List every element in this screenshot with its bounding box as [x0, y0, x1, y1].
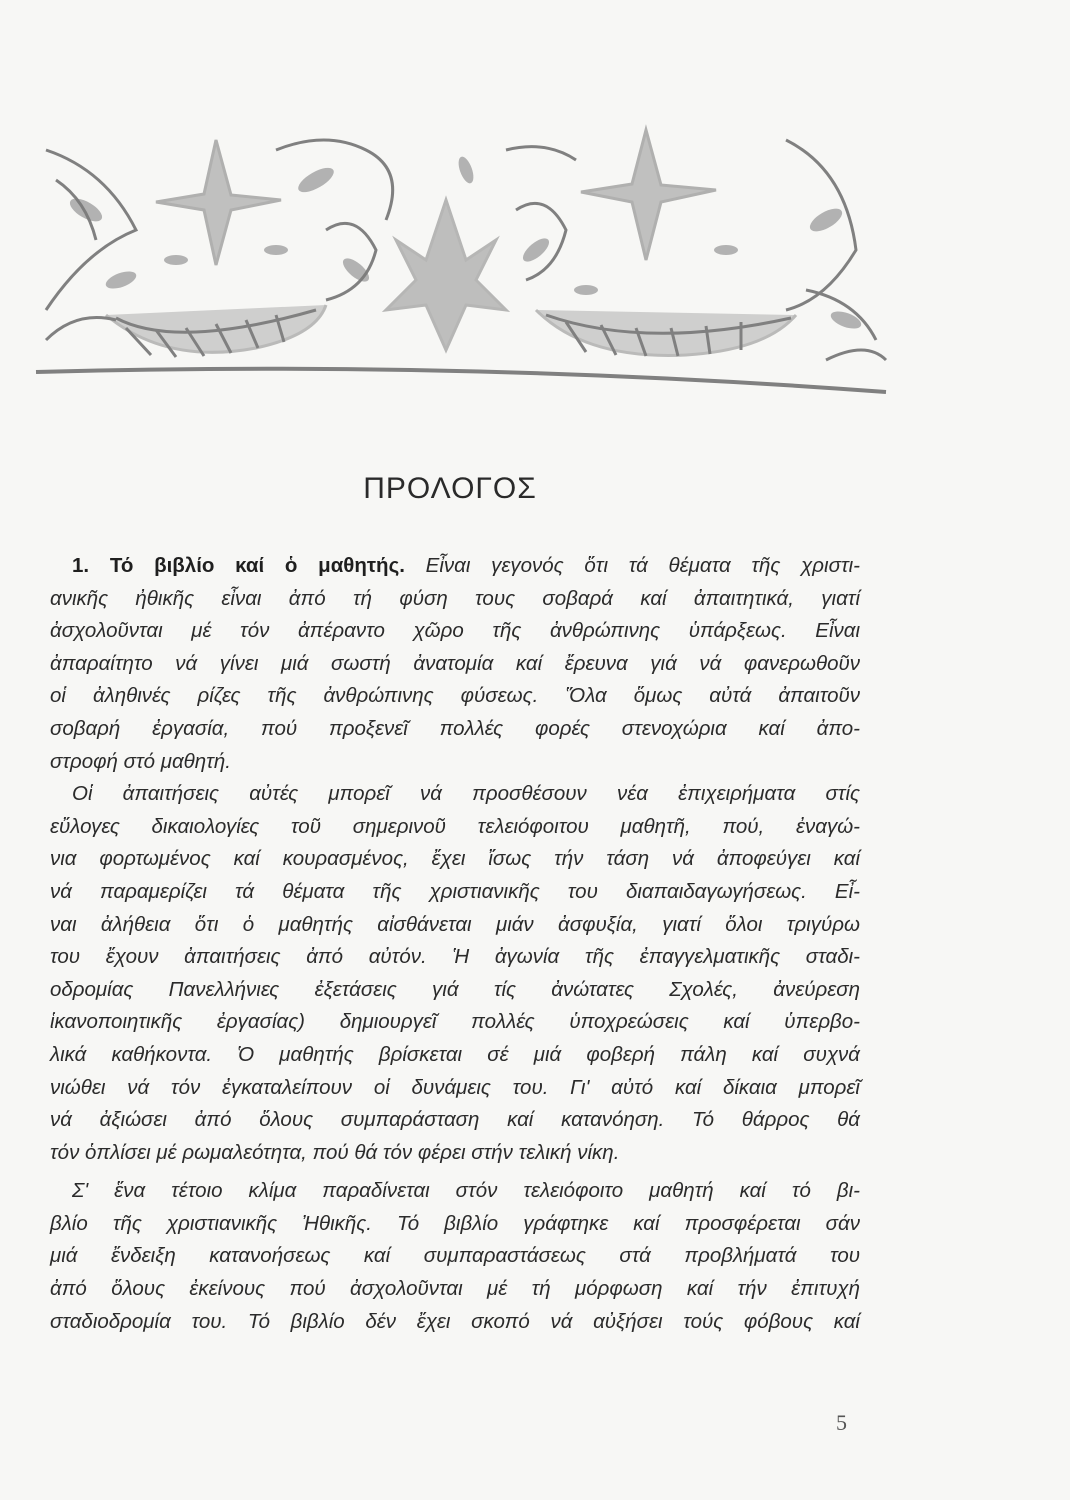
- text-line-3: ἀσχολοῦνται μέ τόν ἀπέραντο χῶρο τῆς ἀνθρώπινης ὑπάρξεως. Εἶναι: [50, 619, 860, 643]
- text-line-7: στροφή στό μαθητή.: [50, 749, 231, 773]
- text-line-1-rest: Εἶναι γεγονός ὅτι τά θέματα τῆς χριστι-: [425, 554, 860, 577]
- text-line-19: τόν ὁπλίσει μέ ρωμαλεότητα, πού θά τόν φέρει στήν τελική νίκη.: [50, 1140, 620, 1164]
- text-line-13: του ἔχουν ἀπαιτήσεις ἀπό αὐτόν. Ἡ ἀγωνία τῆς ἐπαγγελματικῆς σταδι-: [50, 945, 860, 969]
- body-text: [50, 550, 860, 1338]
- text-line-5: οἱ ἀληθινές ρίζες τῆς ἀνθρώπινης φύσεως. Ὅλα ὅμως αὐτά ἀπαιτοῦν: [50, 684, 860, 708]
- text-line-20: Σ' ἕνα τέτοιο κλίμα παραδίνεται στόν τελειόφοιτο μαθητή καί τό βι-: [72, 1179, 860, 1203]
- page-title: ΠΡΟΛΟΓΟΣ: [363, 472, 537, 505]
- text-line-10: νια φορτωμένος καί κουρασμένος, ἔχει ἴσως τήν τάση νά ἀποφεύγει καί: [50, 847, 860, 871]
- text-line-8: Οἱ ἀπαιτήσεις αὐτές μπορεῖ νά προσθέσουν νέα ἐπιχειρήματα στίς: [72, 782, 860, 806]
- section-heading: 1. Τό βιβλίο καί ὁ μαθητής.: [72, 554, 405, 577]
- text-line-11: νά παραμερίζει τά θέματα τῆς χριστιανικῆς του διαπαιδαγωγήσεως. Εἶ-: [50, 879, 860, 903]
- text-line-23: ἀπό ὅλους ἐκείνους πού ἀσχολοῦνται μέ τή μόρφωση καί τήν ἐπιτυχή: [50, 1277, 860, 1301]
- text-line-24: σταδιοδρομία του. Τό βιβλίο δέν ἔχει σκοπό νά αὐξήσει τούς φόβους καί: [50, 1309, 860, 1333]
- text-line-15: ἱκανοποιητικῆς ἐργασίας) δημιουργεῖ πολλές ὑποχρεώσεις καί ὑπερβο-: [50, 1010, 860, 1034]
- text-line-14: οδρομίας Πανελλήνιες ἐξετάσεις γιά τίς ἀνώτατες Σχολές, ἀνεύρεση: [50, 977, 860, 1001]
- text-line-22: μιά ἔνδειξη κατανοήσεως καί συμπαραστάσεως στά προβλήματά του: [50, 1244, 860, 1268]
- text-line-9: εὔλογες δικαιολογίες τοῦ σημερινοῦ τελειόφοιτου μαθητῆ, πού, ἐναγώ-: [50, 814, 860, 838]
- text-line-16: λικά καθήκοντα. Ὁ μαθητής βρίσκεται σέ μιά φοβερή πάλη καί συχνά: [50, 1042, 860, 1066]
- text-line-21: βλίο τῆς χριστιανικῆς Ἠθικῆς. Τό βιβλίο γράφτηκε καί προσφέρεται σάν: [50, 1211, 860, 1235]
- text-line-6: σοβαρή ἐργασία, πού προξενεῖ πολλές φορές στενοχώρια καί ἀπο-: [50, 716, 860, 740]
- text-line-18: νά ἀξιώσει ἀπό ὅλους συμπαράσταση καί κατανόηση. Τό θάρρος θά: [50, 1108, 860, 1132]
- text-line-1: [50, 550, 860, 583]
- text-line-17: νιώθει νά τόν ἐγκαταλείπουν οἱ δυνάμεις του. Γι' αὐτό καί δίκαια μπορεῖ: [50, 1075, 860, 1099]
- text-line-4: ἀπαραίτητο νά γίνει μιά σωστή ἀνατομία καί ἔρευνα γιά νά φανερωθοῦν: [50, 651, 860, 675]
- ornamental-header-illustration: [26, 110, 896, 400]
- page-number: 5: [836, 1410, 847, 1435]
- text-line-2: ανικῆς ἠθικῆς εἶναι ἀπό τή φύση τους σοβαρά καί ἀπαιτητικά, γιατί: [50, 586, 860, 610]
- text-line-12: ναι ἀλήθεια ὅτι ὁ μαθητής αἰσθάνεται μιάν ἀσφυξία, γιατί ὅλοι τριγύρω: [50, 912, 860, 936]
